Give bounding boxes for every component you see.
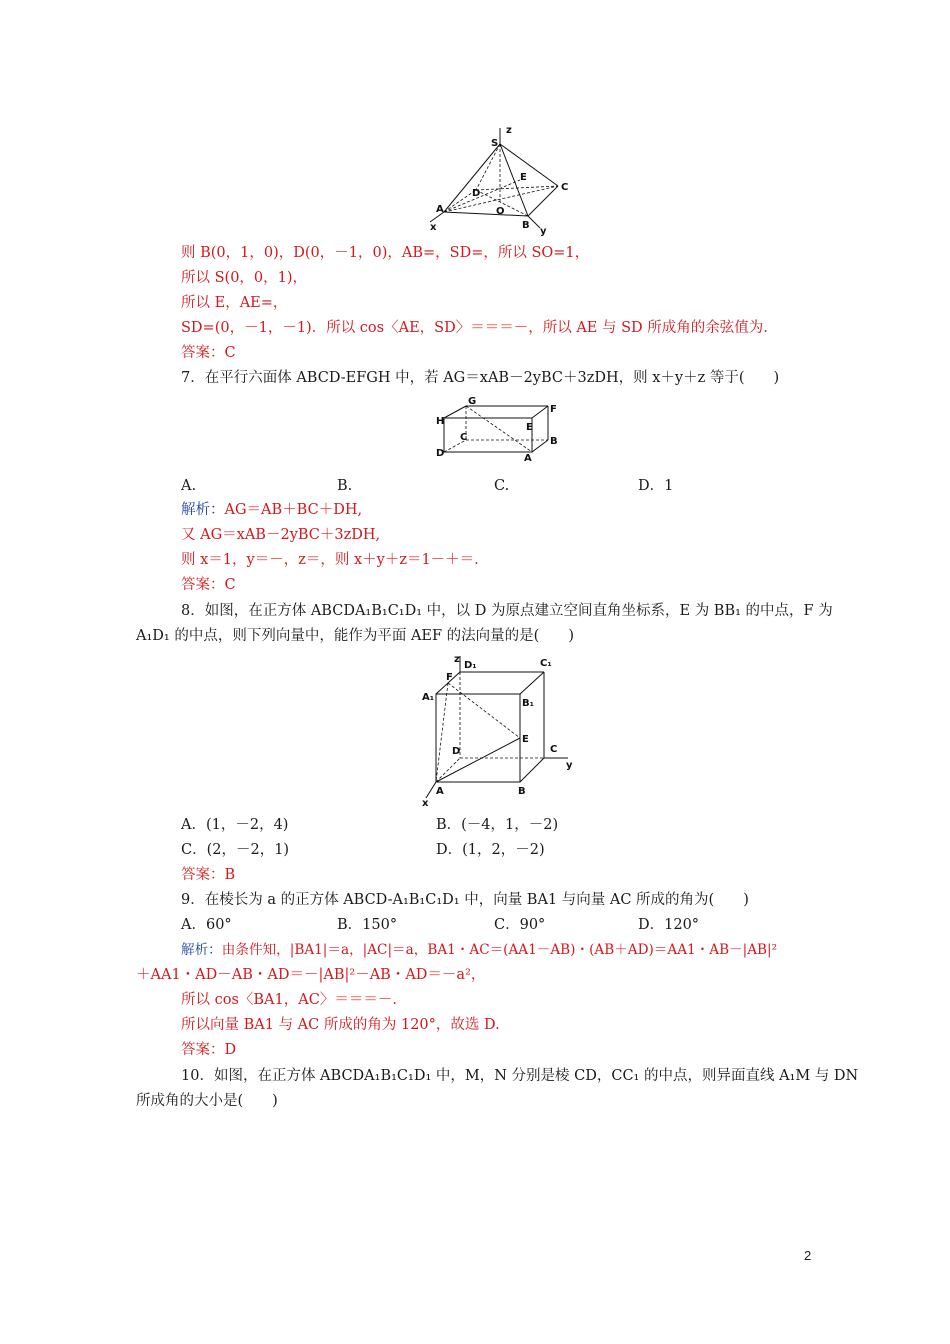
q9-solution-line: ＋AA1・AD－AB・AD＝－|AB|²－AB・AD＝－a²， — [136, 967, 486, 983]
fig1-label: O — [496, 206, 505, 217]
q8-option: C．(2，－2，1) — [181, 842, 290, 858]
fig2-label: A — [524, 453, 532, 462]
q6-solution-line: 所以 S(0，0，1)， — [181, 270, 308, 286]
q7-solution-line: 则 x＝1，y＝－，z＝，则 x＋y＋z＝1－＋＝. — [181, 552, 479, 568]
q7-option: C. — [494, 478, 510, 494]
fig1-label: B — [522, 220, 530, 231]
fig1-label: D — [472, 188, 481, 199]
fig3-label: A — [436, 786, 444, 797]
q7-solution-line: AG＝AB＋BC＋DH, — [224, 502, 363, 518]
q7-solution-line: 又 AG＝xAB－2yBC＋3zDH, — [181, 527, 381, 543]
q8-option: A．(1，－2，4) — [181, 817, 289, 833]
fig1-label: E — [520, 172, 527, 183]
fig2-label: H — [436, 416, 445, 427]
fig1-label: y — [540, 226, 547, 236]
q9-solution-line: 由条件知，|BA1|＝a，|AC|＝a，BA1・AC＝(AA1－AB)・(AB＋AD)＝AA1・AB－|AB|² — [221, 942, 778, 958]
q8-stem: 8．如图，在正方体 ABCDA₁B₁C₁D₁ 中，以 D 为原点建立空间直角坐标系，E 为 BB₁ 的中点，F 为 — [181, 603, 833, 619]
q10-stem: 所成角的大小是( ) — [136, 1093, 278, 1109]
parallelepiped-figure — [434, 394, 564, 462]
q6-solution-line: SD=(0，－1，－1)．所以 cos〈AE，SD〉＝＝＝－，所以 AE 与 SD 所成角的余弦值为. — [181, 320, 768, 336]
pyramid-figure — [420, 124, 580, 236]
q9-solution-line: 所以向量 BA1 与 AC 所成的角为 120°，故选 D. — [181, 1017, 500, 1033]
fig1-label: S — [491, 138, 499, 149]
fig1-label: A — [436, 204, 444, 215]
fig2-label: F — [550, 404, 557, 415]
q8-stem: A₁D₁ 的中点，则下列向量中，能作为平面 AEF 的法向量的是( ) — [136, 628, 574, 644]
analysis-label: 解析： — [181, 942, 222, 958]
fig2-label: B — [550, 436, 558, 447]
cube-figure — [420, 652, 585, 808]
q9-option: A．60° — [181, 917, 232, 933]
fig2-label: C — [460, 432, 468, 443]
q7-option: D．1 — [638, 478, 674, 494]
q9-analysis — [181, 940, 777, 960]
fig3-label: A₁ — [422, 692, 435, 703]
fig1-label: C — [561, 182, 569, 193]
fig3-label: D₁ — [464, 660, 477, 671]
q7-stem: 7．在平行六面体 ABCD-EFGH 中，若 AG＝xAB－2yBC＋3zDH，则 x＋y＋z 等于( ) — [181, 370, 780, 386]
q9-solution-line: 所以 cos〈BA1，AC〉＝＝＝－. — [181, 992, 397, 1008]
fig2-label: D — [436, 448, 445, 459]
fig3-label: y — [566, 760, 573, 771]
fig2-label: G — [468, 396, 477, 407]
fig3-label: B — [518, 786, 526, 797]
q8-option: D．(1，2，－2) — [436, 842, 545, 858]
fig3-label: D — [452, 746, 461, 757]
fig3-label: F — [446, 672, 453, 683]
q7-analysis — [181, 500, 362, 520]
q10-stem: 10．如图，在正方体 ABCDA₁B₁C₁D₁ 中，M，N 分别是棱 CD，CC₁ 的中点，则异面直线 A₁M 与 DN — [181, 1068, 859, 1084]
q9-answer: 答案：D — [181, 1042, 237, 1058]
q9-option: C．90° — [494, 917, 546, 933]
fig3-label: B₁ — [522, 698, 535, 709]
fig1-label: z — [506, 125, 512, 136]
q7-option: B. — [337, 478, 353, 494]
fig1-label: x — [430, 222, 437, 233]
fig3-label: E — [522, 734, 529, 745]
q9-stem: 9．在棱长为 a 的正方体 ABCD-A₁B₁C₁D₁ 中，向量 BA1 与向量 AC 所成的角为( ) — [181, 892, 749, 908]
q8-option: B．(－4，1，－2) — [436, 817, 559, 833]
fig3-label: x — [422, 798, 429, 808]
q6-solution-line: 则 B(0，1，0)，D(0，－1，0)，AB=，SD=，所以 SO=1， — [181, 245, 590, 261]
q6-answer: 答案：C — [181, 345, 236, 361]
fig3-label: C — [550, 744, 558, 755]
q7-answer: 答案：C — [181, 577, 236, 593]
q7-option: A. — [181, 478, 197, 494]
fig2-label: E — [526, 422, 533, 433]
page-number: 2 — [804, 1248, 812, 1263]
q9-option: D．120° — [638, 917, 700, 933]
fig3-label: C₁ — [540, 658, 552, 669]
fig3-label: z — [454, 654, 460, 665]
q6-solution-line: 所以 E，AE=， — [181, 295, 288, 311]
q9-option: B．150° — [337, 917, 398, 933]
q8-answer: 答案：B — [181, 867, 236, 883]
analysis-label: 解析： — [181, 502, 225, 518]
